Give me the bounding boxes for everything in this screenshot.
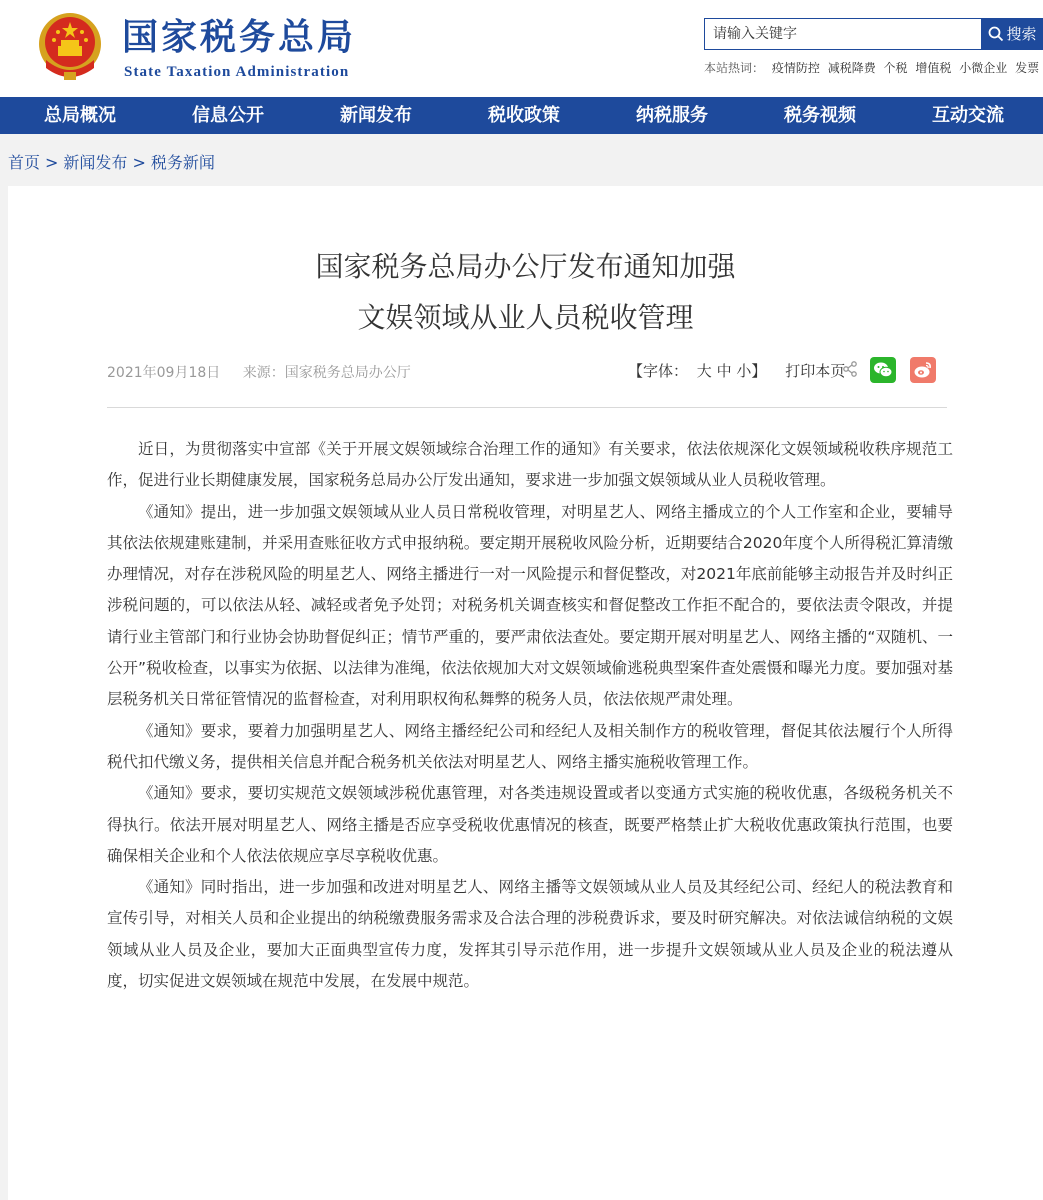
- article-tools: [628, 359, 845, 383]
- weibo-share-button[interactable]: [910, 357, 936, 383]
- breadcrumb-home[interactable]: 首页: [8, 153, 41, 172]
- article-source-label: 来源：: [242, 365, 285, 381]
- font-size-label: 【字体：: [628, 362, 689, 380]
- article-paragraph: 近日，为贯彻落实中宣部《关于开展文娱领域综合治理工作的通知》有关要求，依法依规深化文娱领域税收秩序规范工作，促进行业长期健康发展，国家税务总局办公厅发出通知，要求进一步加强文娱领域从业人员税收管理。: [107, 440, 953, 490]
- national-emblem-icon[interactable]: [36, 10, 104, 82]
- site-name-en[interactable]: State Taxation Administration: [124, 64, 350, 80]
- article-paragraph: 《通知》提出，进一步加强文娱领域从业人员日常税收管理，对明星艺人、网络主播成立的个人工作室和企业，要辅导其依法依规建账建制，并采用查账征收方式申报纳税。要定期开展税收风险分析，近期要结合2020年度个人所得税汇算清缴办理情况，对存在涉税风险的明星艺人、网络主播进行一对一风险提示和督促整改，对2021年底前能够主动报告并及时纠正涉税问题的，可以依法从轻、减轻或者免予处罚；对税务机关调查核实和督促整改工作拒不配合的，要依法责令限改，并提请行业主管部门和行业协会协助督促纠正；情节严重的，要严肃依法查处。要定期开展对明星艺人、网络主播的“双随机、一公开”税收检查，以事实为依据、以法律为准绳，依法依规加大对文娱领域偷逃税典型案件查处震慑和曝光力度。要加强对基层税务机关日常征管情况的监督检查，对利用职权徇私舞弊的税务人员，依法依规严肃处理。: [107, 502, 953, 709]
- font-size-large[interactable]: 大: [696, 362, 712, 380]
- meta-divider: [107, 407, 947, 408]
- wechat-share-button[interactable]: [870, 357, 896, 383]
- search-button[interactable]: [982, 18, 1043, 50]
- breadcrumb: [8, 150, 215, 173]
- article-date: 2021年09月18日: [107, 365, 221, 381]
- breadcrumb-separator: >: [45, 153, 59, 172]
- hot-keywords-label: 本站热词：: [704, 61, 765, 75]
- nav-item-tax-video[interactable]: 税务视频: [784, 105, 856, 126]
- hot-keyword[interactable]: 疫情防控: [771, 61, 820, 75]
- hot-keyword[interactable]: 增值税: [915, 61, 952, 75]
- share-icon[interactable]: [841, 360, 859, 378]
- hot-keywords: [704, 59, 1039, 76]
- article-paragraph: 《通知》要求，要着力加强明星艺人、网络主播经纪公司和经纪人及相关制作方的税收管理，督促其依法履行个人所得税代扣代缴义务，提供相关信息并配合税务机关依法对明星艺人、网络主播实施税收管理工作。: [107, 721, 953, 771]
- font-size-small[interactable]: 小: [736, 362, 752, 380]
- article-paragraph: 《通知》要求，要切实规范文娱领域涉税优惠管理，对各类违规设置或者以变通方式实施的税收优惠，各级税务机关不得执行。依法开展对明星艺人、网络主播是否应享受税收优惠情况的核查，既要严格禁止扩大税收优惠政策执行范围，也要确保相关企业和个人依法依规应享尽享税收优惠。: [107, 784, 953, 865]
- nav-item-tax-service[interactable]: 纳税服务: [636, 105, 708, 126]
- nav-item-news[interactable]: 新闻发布: [340, 105, 412, 126]
- search-icon: [988, 26, 1004, 42]
- font-size-close: 】: [751, 362, 767, 380]
- print-button[interactable]: 打印本页: [785, 362, 846, 380]
- breadcrumb-tax-news[interactable]: 税务新闻: [150, 153, 215, 172]
- hot-keyword[interactable]: 个税: [883, 61, 908, 75]
- search-input[interactable]: 请输入关键字: [704, 18, 982, 50]
- article-title-line1: 国家税务总局办公厅发布通知加强: [315, 250, 736, 283]
- main-nav: [0, 97, 1043, 134]
- nav-item-info-disclosure[interactable]: 信息公开: [192, 105, 264, 126]
- hot-keyword[interactable]: 减税降费: [827, 61, 876, 75]
- site-header: [0, 0, 1043, 97]
- nav-item-interaction[interactable]: 互动交流: [932, 105, 1004, 126]
- weibo-icon: [910, 357, 936, 383]
- hot-keyword[interactable]: 小微企业: [959, 61, 1008, 75]
- article-body: [107, 434, 953, 997]
- article-source: 国家税务总局办公厅: [284, 365, 411, 381]
- site-name-cn[interactable]: 国家税务总局: [122, 17, 357, 58]
- article-paragraph: 《通知》同时指出，进一步加强和改进对明星艺人、网络主播等文娱领域从业人员及其经纪公司、经纪人的税法教育和宣传引导，对相关人员和企业提出的纳税缴费服务需求及合法合理的涉税费诉求，要及时研究解决。对依法诚信纳税的文娱领域从业人员及企业，要加大正面典型宣传力度，发挥其引导示范作用，进一步提升文娱领域从业人员及企业的税法遵从度，切实促进文娱领域在规范中发展，在发展中规范。: [107, 878, 953, 991]
- nav-item-overview[interactable]: 总局概况: [44, 105, 116, 126]
- breadcrumb-separator: >: [132, 153, 146, 172]
- breadcrumb-news[interactable]: 新闻发布: [63, 153, 128, 172]
- search-button-label: 搜索: [1006, 25, 1037, 43]
- article-meta: [107, 362, 411, 382]
- article-title-line2: 文娱领域从业人员税收管理: [357, 301, 694, 334]
- wechat-icon: [870, 357, 896, 383]
- article-panel: [8, 186, 1043, 1200]
- font-size-medium[interactable]: 中: [716, 362, 732, 380]
- hot-keyword[interactable]: 发票: [1015, 61, 1040, 75]
- nav-item-tax-policy[interactable]: 税收政策: [488, 105, 560, 126]
